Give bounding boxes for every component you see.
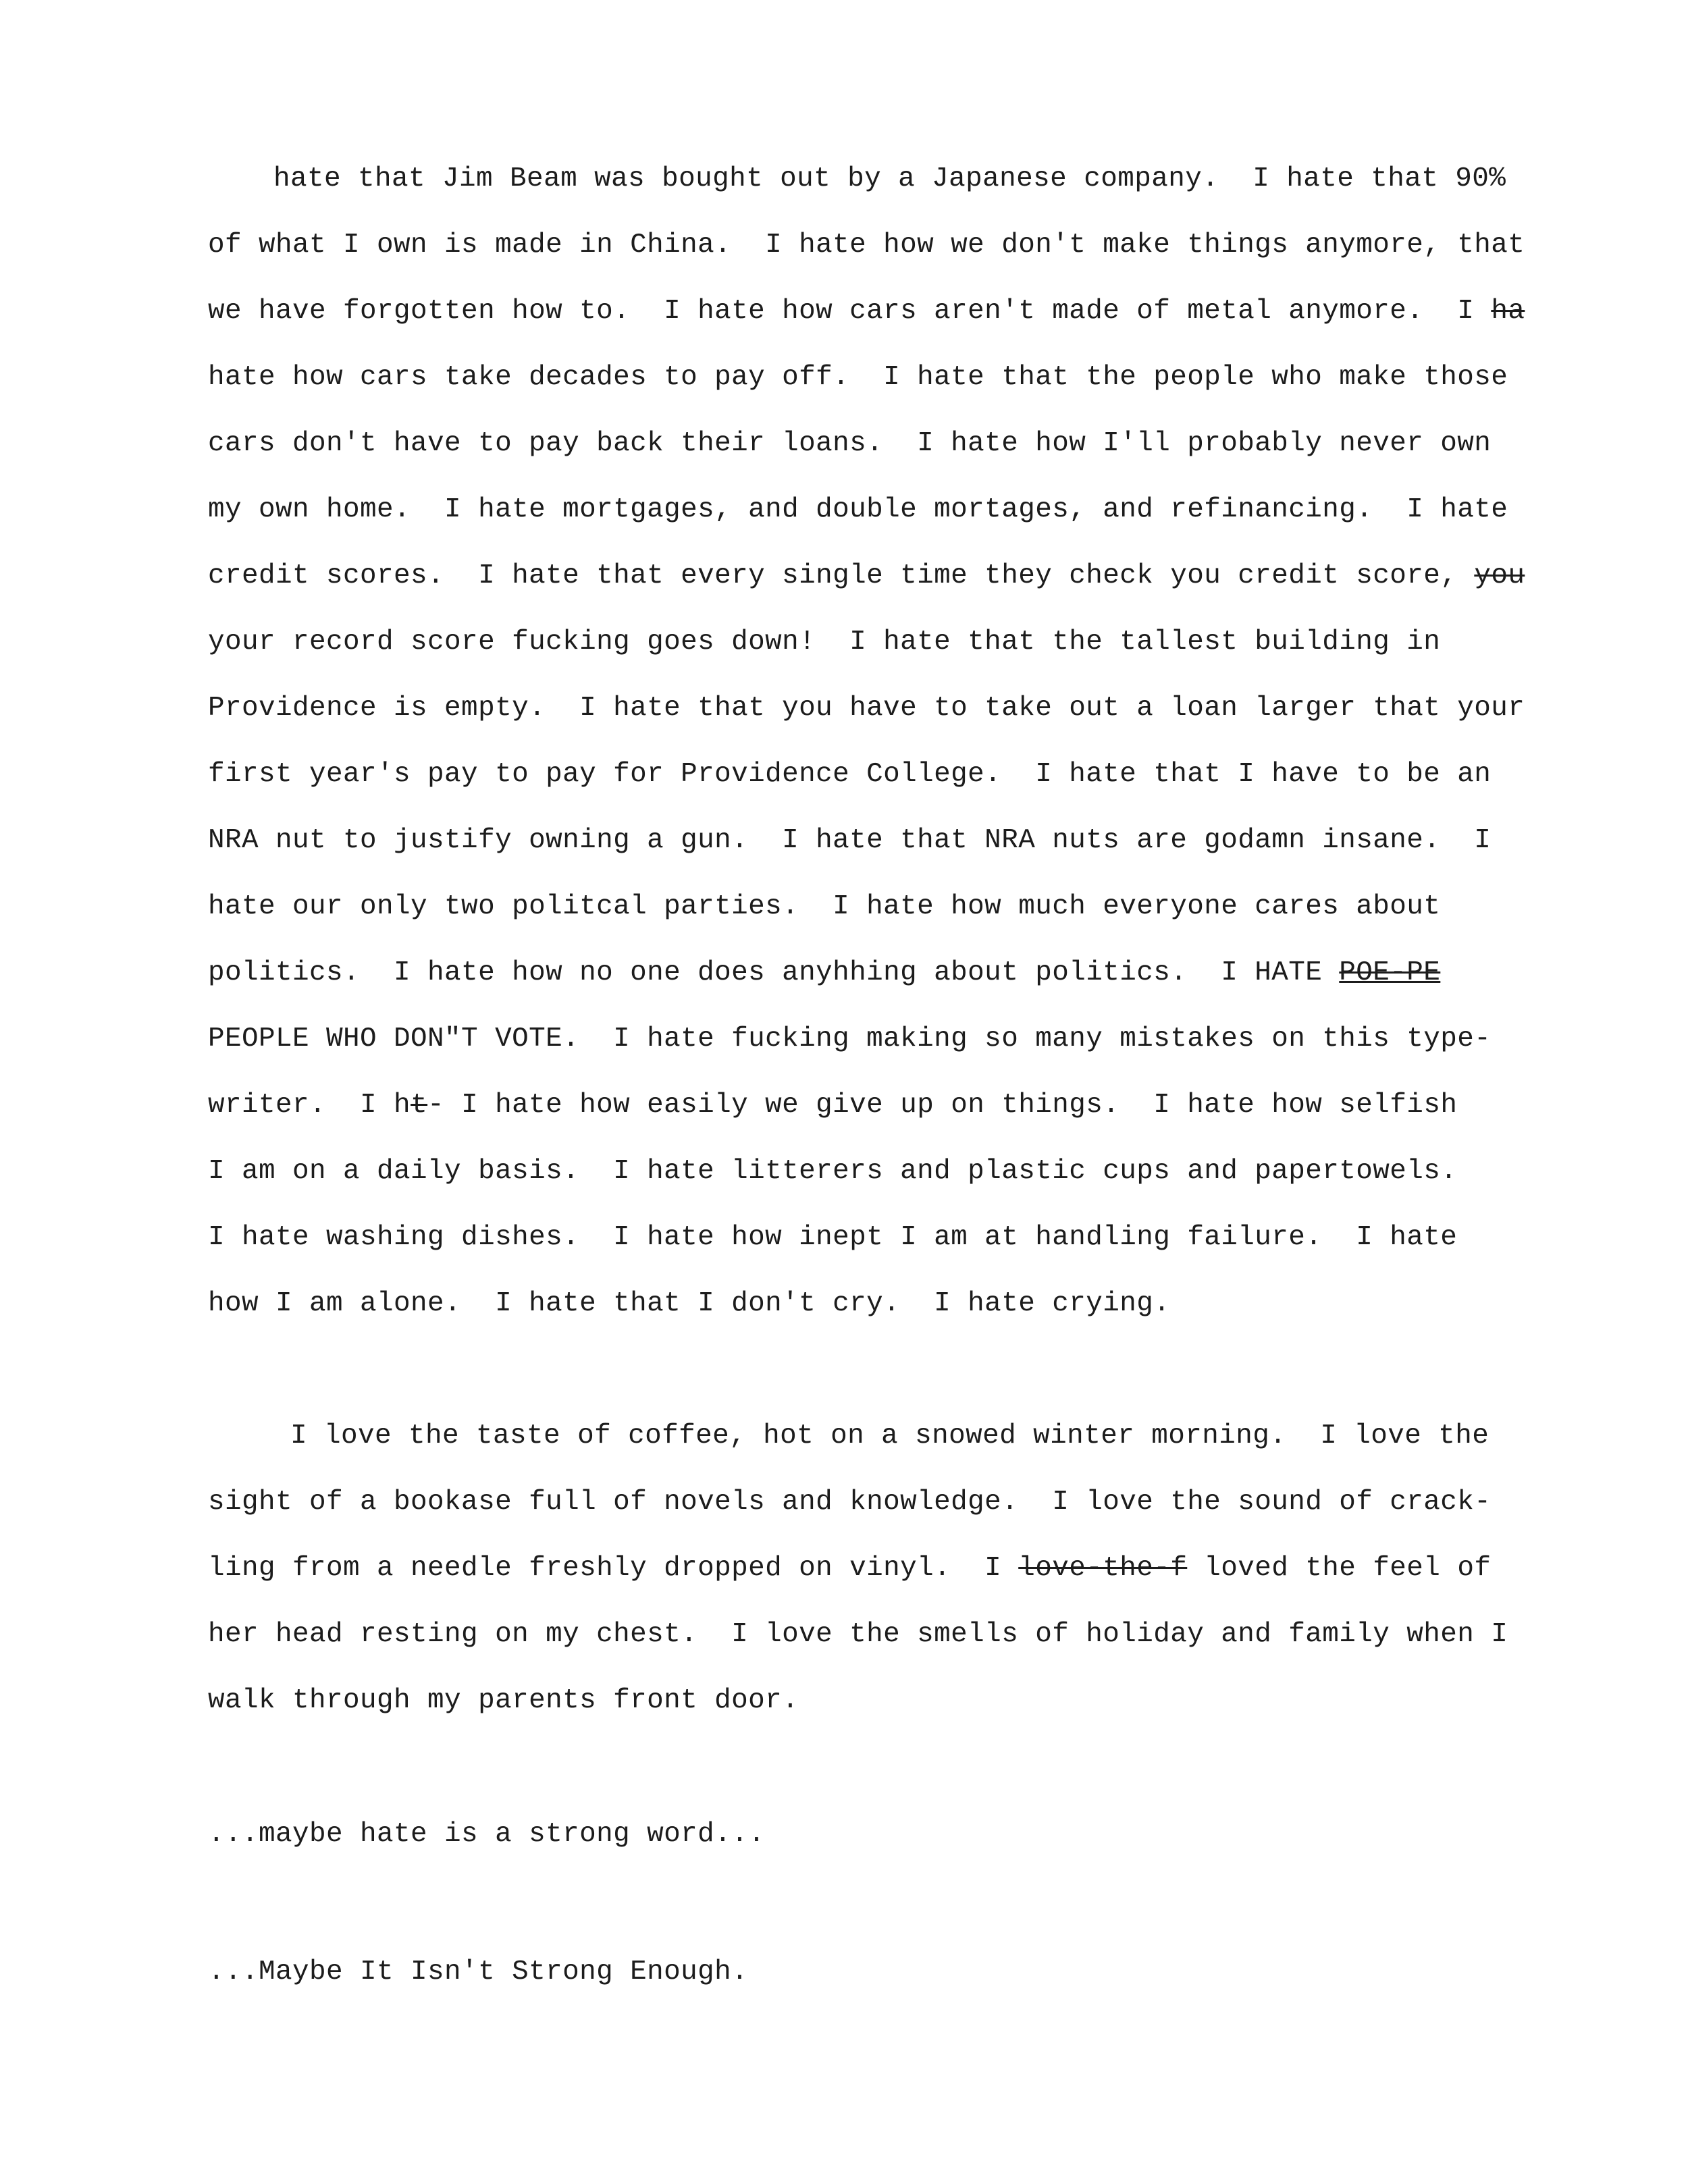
p1-line-15-text-b: - I hate how easily we give up on things. I hate how selfish <box>427 1090 1458 1121</box>
p1-line-3 <box>208 298 1525 325</box>
p1-line-7-text: credit scores. I hate that every single time they check you credit score, <box>208 560 1475 591</box>
p1-line-3-text: we have forgotten how to. I hate how cars aren't made of metal anymore. I <box>208 296 1492 327</box>
p1-line-1: hate that Jim Beam was bought out by a Japanese company. I hate that 90% <box>273 163 1506 194</box>
struck-text: love-the-f <box>1018 1553 1188 1584</box>
p1-line-5: cars don't have to pay back their loans. I hate how I'll probably never own <box>208 428 1492 459</box>
p1-line-15-text-a: writer. I h <box>208 1090 411 1121</box>
p1-line-17: I hate washing dishes. I hate how inept I am at handling failure. I hate <box>208 1222 1458 1253</box>
p1-line-18: how I am alone. I hate that I don't cry. I hate crying. <box>208 1288 1171 1319</box>
p1-line-14: PEOPLE WHO DON"T VOTE. I hate fucking making so many mistakes on this type- <box>208 1023 1492 1055</box>
p1-line-11: NRA nut to justify owning a gun. I hate that NRA nuts are godamn insane. I <box>208 825 1492 856</box>
p1-line-12: hate our only two politcal parties. I hate how much everyone cares about <box>208 891 1441 922</box>
p2-line-2: sight of a bookase full of novels and knowledge. I love the sound of crack- <box>208 1487 1492 1518</box>
p2-line-1: I love the taste of coffee, hot on a snowed winter morning. I love the <box>290 1420 1489 1451</box>
p2-line-5: walk through my parents front door. <box>208 1685 799 1716</box>
p1-line-9: Providence is empty. I hate that you have to take out a loan larger that your <box>208 693 1525 724</box>
closing-line-1: ...maybe hate is a strong word... <box>208 1819 766 1850</box>
struck-text: POE-PE <box>1339 957 1441 988</box>
closing-line-2: ...Maybe It Isn't Strong Enough. <box>208 1956 749 1988</box>
struck-text: t <box>411 1090 428 1121</box>
p1-line-10: first year's pay to pay for Providence College. I hate that I have to be an <box>208 759 1492 790</box>
p1-line-4: hate how cars take decades to pay off. I hate that the people who make those <box>208 362 1508 393</box>
p2-line-4: her head resting on my chest. I love the smells of holiday and family when I <box>208 1619 1508 1650</box>
p1-line-13 <box>208 959 1440 987</box>
p2-line-3-text-b: loved the feel of <box>1187 1553 1492 1584</box>
p1-line-15 <box>208 1092 1457 1119</box>
p1-line-6: my own home. I hate mortgages, and double mortages, and refinancing. I hate <box>208 494 1508 525</box>
p1-line-8: your record score fucking goes down! I hate that the tallest building in <box>208 627 1441 658</box>
p1-line-13-text: politics. I hate how no one does anyhhing about politics. I HATE <box>208 957 1340 988</box>
p2-line-3 <box>208 1555 1491 1582</box>
struck-text: ha <box>1491 296 1525 327</box>
p1-line-16: I am on a daily basis. I hate litterers and plastic cups and papertowels. <box>208 1156 1458 1187</box>
struck-text: you <box>1474 560 1525 591</box>
p1-line-7 <box>208 562 1525 590</box>
p2-line-3-text-a: ling from a needle freshly dropped on vinyl. I <box>208 1553 1019 1584</box>
p1-line-2: of what I own is made in China. I hate how we don't make things anymore, that <box>208 230 1525 261</box>
